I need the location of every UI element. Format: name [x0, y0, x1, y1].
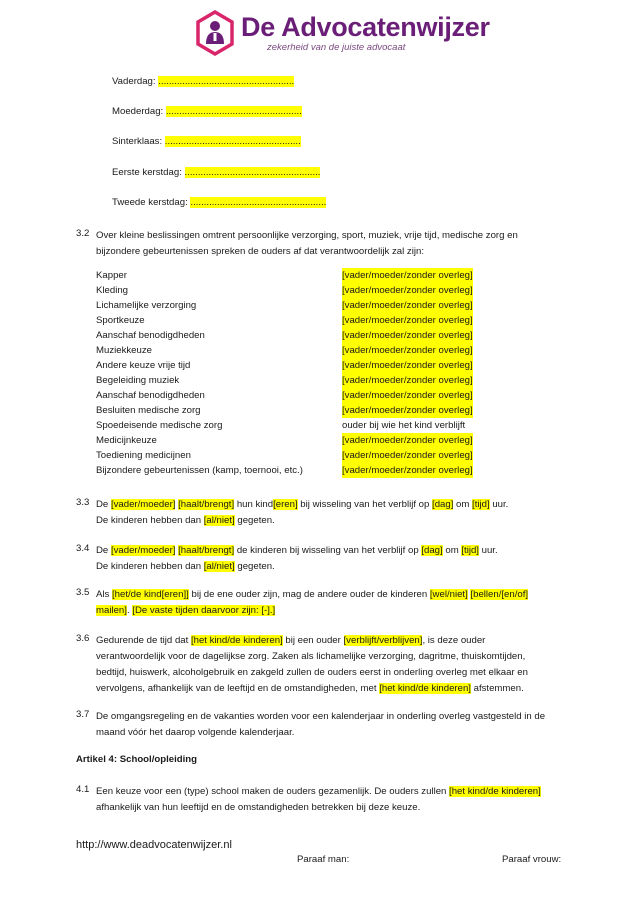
table-row — [96, 433, 496, 448]
row-value: [vader/moeder/zonder overleg] — [342, 270, 473, 281]
row-value: [vader/moeder/zonder overleg] — [342, 285, 473, 296]
row-label: Kleding — [96, 285, 129, 296]
row-value: [vader/moeder/zonder overleg] — [342, 435, 473, 446]
section-3-7-text: De omgangsregeling en de vakanties worden voor een kalenderjaar in onderling overleg vastgesteld in de maand vóór het daarop volgende kalenderjaar. — [96, 711, 546, 738]
signature-woman-label: Paraaf vrouw: — [502, 854, 562, 865]
row-value: ouder bij wie het kind verblijft — [342, 420, 466, 431]
section-4-1-text: Een keuze voor een (type) school maken de ouders gezamenlijk. De ouders zullen [het kind/de kinderen] afhankelijk van hun leeftijd en de omstandigheden betrekken bij deze keuze. — [96, 786, 541, 813]
section-number: 3.4 — [76, 543, 90, 554]
table-row — [96, 403, 496, 418]
section-number: 3.7 — [76, 709, 90, 720]
article-heading: Artikel 4: School/opleiding — [76, 754, 197, 765]
holiday-line: Vaderdag: ................................................... — [112, 76, 295, 87]
table-row — [96, 373, 496, 388]
row-label: Begeleiding muziek — [96, 375, 180, 386]
row-label: Medicijnkeuze — [96, 435, 157, 446]
section-3-2-text: Over kleine beslissingen omtrent persoonlijke verzorging, sport, muziek, vrije tijd, medische zorg en bijzondere gebeurtenissen spreken de ouders af dat verantwoordelijk zal zijn: — [96, 230, 518, 257]
section-number: 4.1 — [76, 784, 90, 795]
brand-name: De Advocatenwijzer — [241, 11, 490, 42]
section-number: 3.3 — [76, 497, 90, 508]
holiday-line: Eerste kerstdag: ................................................... — [112, 167, 321, 178]
table-row — [96, 463, 496, 478]
section-3-4-text: De [vader/moeder] [haalt/brengt] de kinderen bij wisseling van het verblijf op [dag] om [tijd] uur. De kinderen hebben dan [al/niet] gegeten. — [96, 545, 498, 572]
responsibility-table — [96, 268, 496, 478]
fill-in-blank: ................................................... — [164, 136, 301, 147]
row-value: [vader/moeder/zonder overleg] — [342, 315, 473, 326]
row-value: [vader/moeder/zonder overleg] — [342, 390, 473, 401]
table-row — [96, 328, 496, 343]
row-value: [vader/moeder/zonder overleg] — [342, 300, 473, 311]
table-row — [96, 448, 496, 463]
fill-in-blank: ................................................... — [165, 106, 302, 117]
row-label: Kapper — [96, 270, 127, 281]
holiday-line: Moederdag: ................................................... — [112, 106, 302, 117]
table-row — [96, 268, 496, 283]
table-row — [96, 388, 496, 403]
row-value: [vader/moeder/zonder overleg] — [342, 330, 473, 341]
row-label: Aanschaf benodigdheden — [96, 390, 205, 401]
section-number: 3.6 — [76, 633, 90, 644]
fill-in-blank: ................................................... — [158, 76, 295, 87]
brand-logo — [195, 9, 490, 57]
section-3-6-text: Gedurende de tijd dat [het kind/de kinderen] bij een ouder [verblijft/verblijven], is deze ouder verantwoordelijk voor de dagelijkse zorg. Zaken als lichamelijke verzorging, dagritme, thuiskomtijden, bedtijd, huiswerk, alcoholgebruik en zakgeld zullen de ouders eerst in onderling overleg met elkaar en vervolgens, afhankelijk van de leeftijd en de omstandigheden, met [het kind/de kinderen] afstemmen. — [96, 635, 528, 694]
row-value: [vader/moeder/zonder overleg] — [342, 360, 473, 371]
row-label: Aanschaf benodigdheden — [96, 330, 205, 341]
row-label: Andere keuze vrije tijd — [96, 360, 191, 371]
row-value: [vader/moeder/zonder overleg] — [342, 375, 473, 386]
fill-in-blank: ................................................... — [184, 167, 321, 178]
row-label: Sportkeuze — [96, 315, 145, 326]
table-row — [96, 358, 496, 373]
lawyer-hexagon-icon — [195, 10, 235, 56]
section-number: 3.2 — [76, 228, 90, 239]
row-value: [vader/moeder/zonder overleg] — [342, 405, 473, 416]
row-value: [vader/moeder/zonder overleg] — [342, 450, 473, 461]
table-row — [96, 418, 496, 433]
brand-tagline: zekerheid van de juiste advocaat — [267, 41, 406, 53]
footer-url-link[interactable]: http://www.deadvocatenwijzer.nl — [76, 839, 232, 851]
row-label: Lichamelijke verzorging — [96, 300, 197, 311]
table-row — [96, 313, 496, 328]
table-row — [96, 298, 496, 313]
holiday-line: Sinterklaas: ................................................... — [112, 136, 301, 147]
row-value: [vader/moeder/zonder overleg] — [342, 465, 473, 476]
table-row — [96, 343, 496, 358]
row-label: Besluiten medische zorg — [96, 405, 201, 416]
section-3-3-text: De [vader/moeder] [haalt/brengt] hun kind[eren] bij wisseling van het verblijf op [dag] om [tijd] uur. De kinderen hebben dan [al/niet] gegeten. — [96, 499, 509, 526]
row-label: Toediening medicijnen — [96, 450, 191, 461]
section-number: 3.5 — [76, 587, 90, 598]
row-label: Bijzondere gebeurtenissen (kamp, toernooi, etc.) — [96, 465, 303, 476]
section-3-5-text: Als [het/de kind[eren]] bij de ene ouder zijn, mag de andere ouder de kinderen [wel/niet] [bellen/[en/of] mailen]. [De vaste tijden daarvoor zijn: [-].] — [96, 589, 529, 616]
row-label: Muziekkeuze — [96, 345, 152, 356]
fill-in-blank: ................................................... — [190, 197, 327, 208]
table-row — [96, 283, 496, 298]
row-value: [vader/moeder/zonder overleg] — [342, 345, 473, 356]
signature-man-label: Paraaf man: — [297, 854, 350, 865]
holiday-line: Tweede kerstdag: ................................................... — [112, 197, 327, 208]
row-label: Spoedeisende medische zorg — [96, 420, 223, 431]
